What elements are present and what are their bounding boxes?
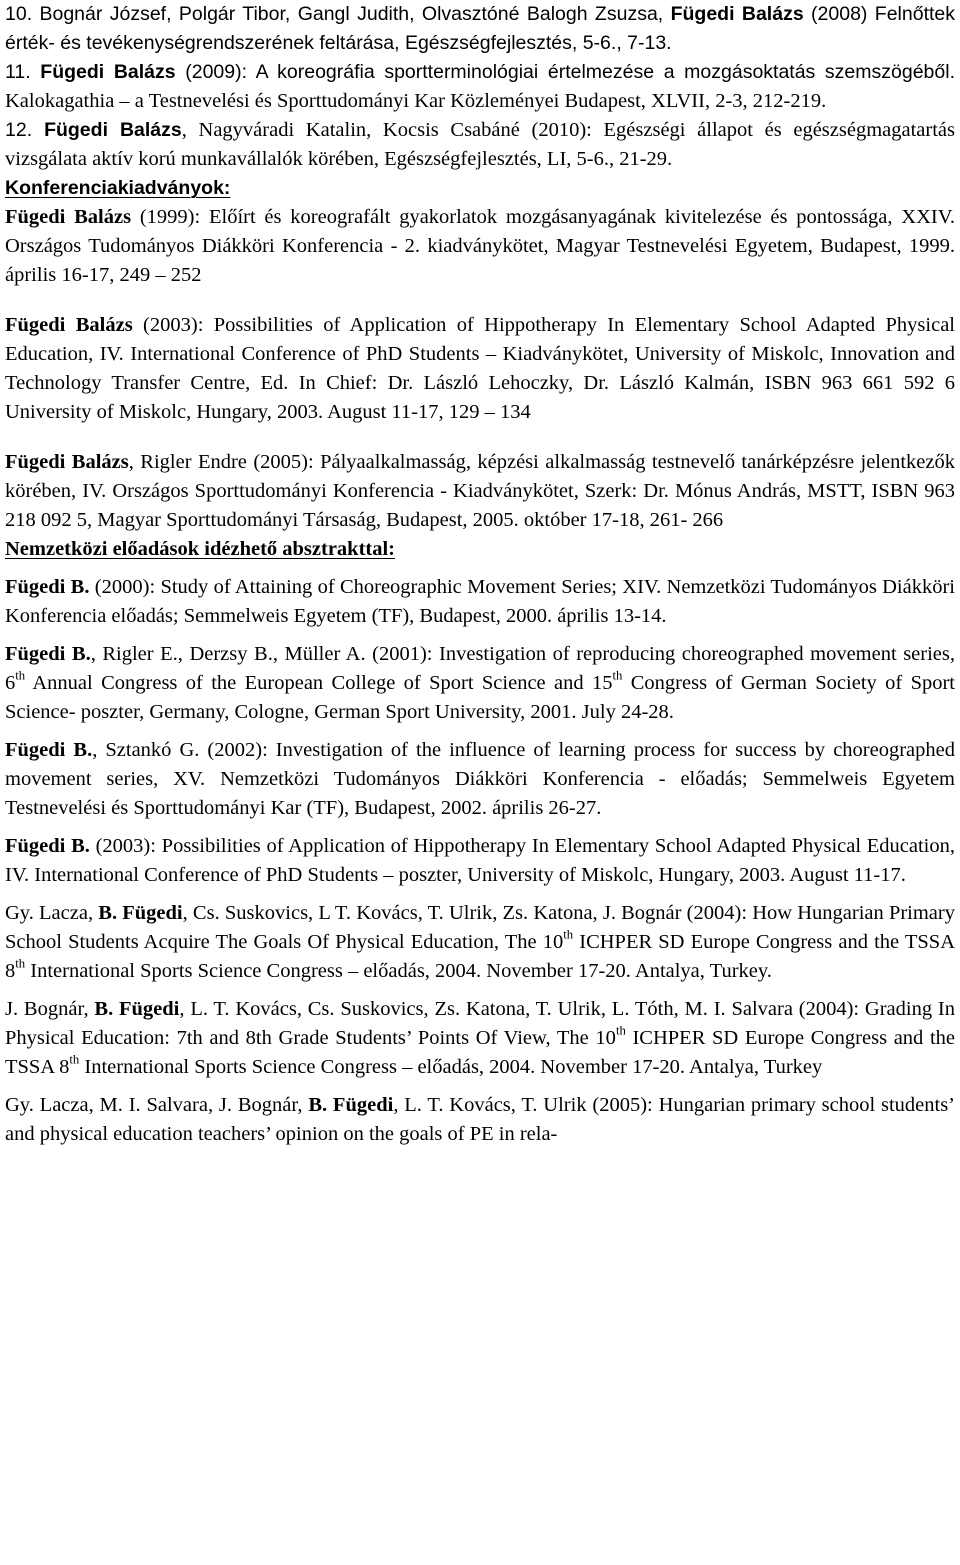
- document-page: [5, 0, 955, 1565]
- entry-text: , Rigler Endre (2005): Pályaalkalmasság, képzési alkalmasság testnevelő tanárképzésre jelentkezők körében, IV. Országos Sporttudományi Konferencia - Kiadványkötet, Szerk: Dr. Mónus András, MSTT, ISBN 963 218 092 5, Magyar Sporttudományi Társaság, Budapest, 2005. október 17-18, 261- 266: [5, 451, 955, 531]
- entry-text: J. Bognár,: [5, 998, 95, 1020]
- reference-entry: [5, 0, 955, 58]
- entry-text: Gy. Lacza,: [5, 902, 99, 924]
- reference-entry: [5, 448, 955, 535]
- reference-entry: [5, 203, 955, 290]
- author-name-bold: B. Fügedi: [94, 998, 180, 1020]
- entry-text: Gy. Lacza, M. I. Salvara, J. Bognár,: [5, 1094, 309, 1116]
- entry-text: , Sztankó G. (2002): Investigation of the influence of learning process for success by choreographed movement series, XV. Nemzetközi Tudományos Diákköri Konferencia - előadás; Semmelweis Egyetem Testnevelési és Sporttudományi Kar (TF), Budapest, 2002. április 26-27.: [5, 739, 955, 819]
- ordinal-suffix: th: [563, 927, 574, 942]
- reference-entry: [5, 58, 955, 116]
- ordinal-suffix: th: [15, 668, 26, 683]
- entry-text: 11.: [5, 61, 41, 83]
- author-name-bold: B. Fügedi: [98, 902, 183, 924]
- ordinal-suffix: th: [612, 668, 623, 683]
- ordinal-suffix: th: [69, 1052, 80, 1067]
- reference-entry: [5, 116, 955, 174]
- reference-entry: [5, 1091, 955, 1149]
- entry-text: International Sports Science Congress – előadás, 2004. November 17-20. Antalya, Turkey.: [25, 960, 772, 982]
- ordinal-suffix: th: [15, 956, 26, 971]
- entry-text: , Cs. Suskovics, L T. Kovács, T. Ulrik, Zs. Katona, J. Bognár (2004): How Hungarian Primary School Students Acquire The Goals Of Physical Education, The 10: [5, 902, 955, 953]
- entry-text: Kalokagathia – a Testnevelési és Sporttudományi Kar Közleményei Budapest, XLVII, 2-3, 212-219.: [5, 90, 827, 112]
- section-heading: Nemzetközi előadások idézhető absztrakttal:: [5, 538, 396, 560]
- entry-text: (2000): Study of Attaining of Choreographic Movement Series; XIV. Nemzetközi Tudományos Diákköri Konferencia előadás; Semmelweis Egyetem (TF), Budapest, 2000. április 13-14.: [5, 576, 955, 627]
- entry-text: Congress of German Society of Sport Science- poszter, Germany, Cologne, German Sport University, 2001. July 24-28.: [5, 672, 955, 723]
- ordinal-suffix: th: [615, 1023, 626, 1038]
- author-name-bold: Fügedi Balázs: [40, 61, 176, 83]
- reference-entry: [5, 995, 955, 1082]
- entry-text: 10. Bognár József, Polgár Tibor, Gangl Judith, Olvasztóné Balogh Zsuzsa,: [5, 3, 671, 25]
- entry-text: ICHPER SD Europe Congress and the TSSA 8: [5, 1027, 955, 1078]
- reference-entry: [5, 832, 955, 890]
- entry-text: (2008) Felnőttek érték- és tevékenységrendszerének feltárása, Egészségfejlesztés, 5-6., 7-13.: [5, 3, 955, 54]
- entry-text: , Nagyváradi Katalin, Kocsis Csabáné (2010): Egészségi állapot és egészségmagatartás vizsgálata aktív korú munkavállalók körében, Egészségfejlesztés, LI, 5-6., 21-29.: [5, 119, 955, 170]
- author-name-bold: Fügedi B.: [5, 643, 91, 665]
- reference-entry: [5, 736, 955, 823]
- author-name-bold: Fügedi B.: [5, 576, 90, 598]
- entry-text: , L. T. Kovács, T. Ulrik (2005): Hungarian primary school students’ and physical education teachers’ opinion on the goals of PE in rela-: [5, 1094, 955, 1145]
- author-name-bold: Fügedi Balázs: [44, 119, 182, 141]
- author-name-bold: Fügedi Balázs: [670, 3, 804, 25]
- entry-text: , L. T. Kovács, Cs. Suskovics, Zs. Katona, T. Ulrik, L. Tóth, M. I. Salvara (2004): Grading In Physical Education: 7th and 8th Grade Students’ Points Of View, The 10: [5, 998, 955, 1049]
- entry-text: ICHPER SD Europe Congress and the TSSA 8: [5, 931, 955, 982]
- author-name-bold: B. Fügedi: [308, 1094, 394, 1116]
- author-name-bold: Fügedi Balázs: [5, 314, 133, 336]
- entry-text: , Rigler E., Derzsy B., Müller A. (2001): Investigation of reproducing choreographed movement series, 6: [5, 643, 955, 694]
- author-name-bold: Fügedi B.: [5, 835, 90, 857]
- entry-text: International Sports Science Congress – előadás, 2004. November 17-20. Antalya, Turkey: [79, 1056, 823, 1078]
- entry-text: (2003): Possibilities of Application of Hippotherapy In Elementary School Adapted Physical Education, IV. International Conference of PhD Students – poszter, University of Miskolc, Hungary, 2003. August 11-17.: [5, 835, 955, 886]
- reference-entry: [5, 640, 955, 727]
- entry-text: (2003): Possibilities of Application of Hippotherapy In Elementary School Adapted Physical Education, IV. International Conference of PhD Students – Kiadványkötet, University of Miskolc, Innovation and Technology Transfer Centre, Ed. In Chief: Dr. László Lehoczky, Dr. László Kalmán, ISBN 963 661 592 6 University of Miskolc, Hungary, 2003. August 11-17, 129 – 134: [5, 314, 955, 423]
- entry-text: (1999): Előírt és koreografált gyakorlatok mozgásanyagának kivitelezése és pontossága, XXIV. Országos Tudományos Diákköri Konferencia - 2. kiadványkötet, Magyar Testnevelési Egyetem, Budapest, 1999. április 16-17, 249 – 252: [5, 206, 955, 286]
- author-name-bold: Fügedi B.: [5, 739, 93, 761]
- reference-entry: [5, 573, 955, 631]
- author-name-bold: Fügedi Balázs: [5, 451, 129, 473]
- author-name-bold: Fügedi Balázs: [5, 206, 132, 228]
- entry-text: 12.: [5, 119, 45, 141]
- section-heading: Konferenciakiadványok:: [5, 177, 231, 199]
- entry-text: (2009): A koreográfia sportterminológiai értelmezése a mozgásoktatás szemszögéből.: [175, 61, 955, 83]
- entry-text: Annual Congress of the European College of Sport Science and 15: [25, 672, 613, 694]
- reference-entry: [5, 311, 955, 427]
- reference-entry: [5, 899, 955, 986]
